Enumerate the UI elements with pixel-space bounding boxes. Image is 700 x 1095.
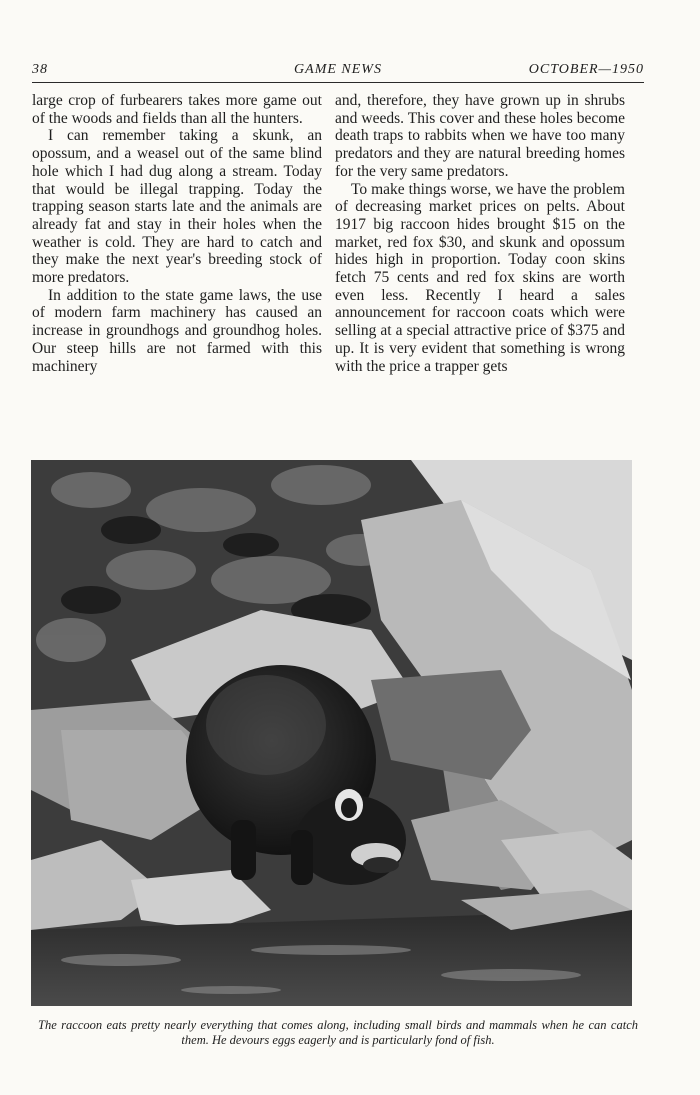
paragraph: In addition to the state game laws, the use of modern farm machinery has caused an increase in groundhogs and groundhog holes. Our steep hills are not farmed with this machinery — [32, 286, 322, 375]
paragraph: and, therefore, they have grown up in shrubs and weeds. This cover and these holes become death traps to rabbits when we have too many predators and they are natural breeding homes for the very same predators. — [335, 92, 625, 180]
issue-date: OCTOBER—1950 — [528, 62, 644, 77]
raccoon-photo — [31, 460, 632, 1006]
magazine-title: GAME NEWS — [294, 62, 382, 77]
page-number: 38 — [32, 62, 48, 77]
paragraph: To make things worse, we have the problem of decreasing market prices on pelts. About 1917 big raccoon hides brought $15 on the market, red fox $30, and skunk and opossum hides high in proportion. Today coon skins fetch 75 cents and red fox skins are worth even less. Recently I heard a sales announcement for raccoon coats which were selling at a special attractive price of $375 and up. It is very evident that something is wrong with the price a trapper gets — [335, 180, 625, 375]
text-column-left — [32, 92, 322, 375]
photo-caption: The raccoon eats pretty nearly everything that comes along, including small birds and mammals when he can catch them. He devours eggs eagerly and is particularly fond of fish. — [38, 1018, 638, 1047]
running-header — [32, 60, 644, 83]
paragraph: I can remember taking a skunk, an opossum, and a weasel out of the same blind hole which I had dug along a stream. Today that would be illegal trapping. Today the trapping season starts late and the animals are already fat and stay in their holes when the weather is cold. They are hard to catch and they make the next year's breeding stock of more predators. — [32, 127, 322, 287]
text-column-right — [335, 92, 625, 375]
paragraph: large crop of furbearers takes more game out of the woods and fields than all the hunters. — [32, 92, 322, 127]
